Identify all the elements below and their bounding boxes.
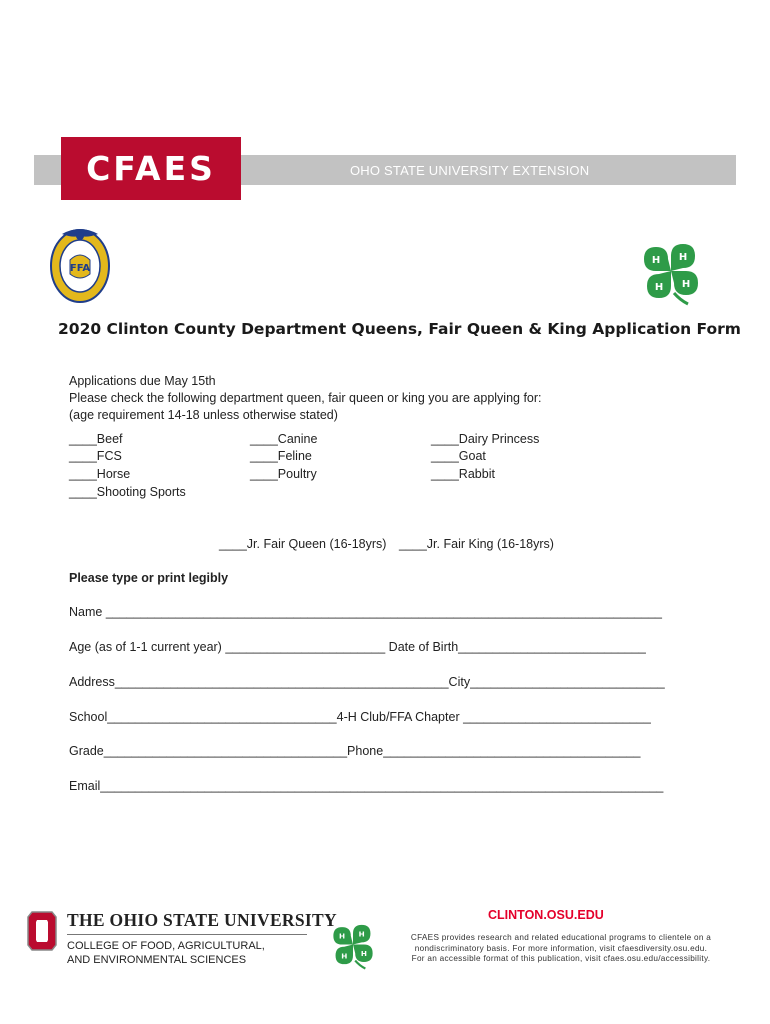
option-fcs[interactable]: ____FCS <box>69 449 122 463</box>
osu-block-o-icon <box>26 910 58 952</box>
osu-name: THE OHIO STATE UNIVERSITY <box>67 910 337 930</box>
svg-text:H: H <box>654 282 664 293</box>
option-poultry[interactable]: ____Poultry <box>250 467 317 481</box>
option-beef[interactable]: ____Beef <box>69 432 123 446</box>
college-line-1: COLLEGE OF FOOD, AGRICULTURAL, <box>67 940 265 952</box>
form-title: 2020 Clinton County Department Queens, Fair Queen & King Application Form <box>58 320 741 338</box>
option-goat[interactable]: ____Goat <box>431 449 486 463</box>
four-h-clover-icon <box>329 920 377 972</box>
website-link[interactable]: CLINTON.OSU.EDU <box>488 908 604 922</box>
option-horse[interactable]: ____Horse <box>69 467 131 481</box>
school-club-field[interactable]: School_________________________________4-H Club/FFA Chapter ___________________________ <box>69 710 651 724</box>
ffa-emblem-icon <box>48 222 112 304</box>
osu-divider <box>67 934 307 935</box>
address-city-field[interactable]: Address________________________________________________City____________________________ <box>69 675 665 689</box>
age-requirement-text: (age requirement 14-18 unless otherwise stated) <box>69 408 338 422</box>
note-line-2: nondiscriminatory basis. For more information, visit cfaesdiversity.osu.edu. <box>414 943 708 953</box>
option-jr-fair-queen[interactable]: ____Jr. Fair Queen (16-18yrs) <box>219 537 387 551</box>
college-name <box>67 939 265 967</box>
note-line-1: CFAES provides research and related educational programs to clientele on a <box>410 933 712 942</box>
svg-text:H: H <box>358 929 365 939</box>
note-line-3: For an accessible format of this publication, visit cfaes.osu.edu/accessibility. <box>411 954 711 963</box>
college-line-2: AND ENVIRONMENTAL SCIENCES <box>67 954 247 966</box>
svg-text:H: H <box>339 931 346 941</box>
option-shooting-sports[interactable]: ____Shooting Sports <box>69 485 186 499</box>
svg-text:H: H <box>681 279 691 290</box>
name-field[interactable]: Name ________________________________________________________________________________ <box>69 605 662 619</box>
cfaes-logo <box>61 137 241 200</box>
age-dob-field[interactable]: Age (as of 1-1 current year) _______________________ Date of Birth___________________________ <box>69 640 646 654</box>
svg-text:FFA: FFA <box>69 263 91 274</box>
due-date-text: Applications due May 15th <box>69 374 216 388</box>
instructions-text: Please check the following department queen, fair queen or king you are applying for: <box>69 391 542 405</box>
option-feline[interactable]: ____Feline <box>250 449 312 463</box>
svg-text:H: H <box>678 252 688 263</box>
nondiscrimination-note <box>400 933 722 965</box>
option-canine[interactable]: ____Canine <box>250 432 318 446</box>
cfaes-logo-text: CFAES <box>86 149 216 188</box>
grade-phone-field[interactable]: Grade___________________________________Phone_____________________________________ <box>69 744 641 758</box>
svg-text:H: H <box>341 951 348 961</box>
svg-text:H: H <box>360 949 367 959</box>
svg-text:H: H <box>651 255 661 266</box>
option-jr-fair-king[interactable]: ____Jr. Fair King (16-18yrs) <box>399 537 554 551</box>
email-field[interactable]: Email_________________________________________________________________________________ <box>69 779 664 793</box>
four-h-clover-icon <box>638 238 704 308</box>
banner-text: OHO STATE UNIVERSITY EXTENSION <box>350 163 590 178</box>
option-rabbit[interactable]: ____Rabbit <box>431 467 495 481</box>
option-dairy-princess[interactable]: ____Dairy Princess <box>431 432 540 446</box>
print-legibly-note: Please type or print legibly <box>69 571 229 585</box>
